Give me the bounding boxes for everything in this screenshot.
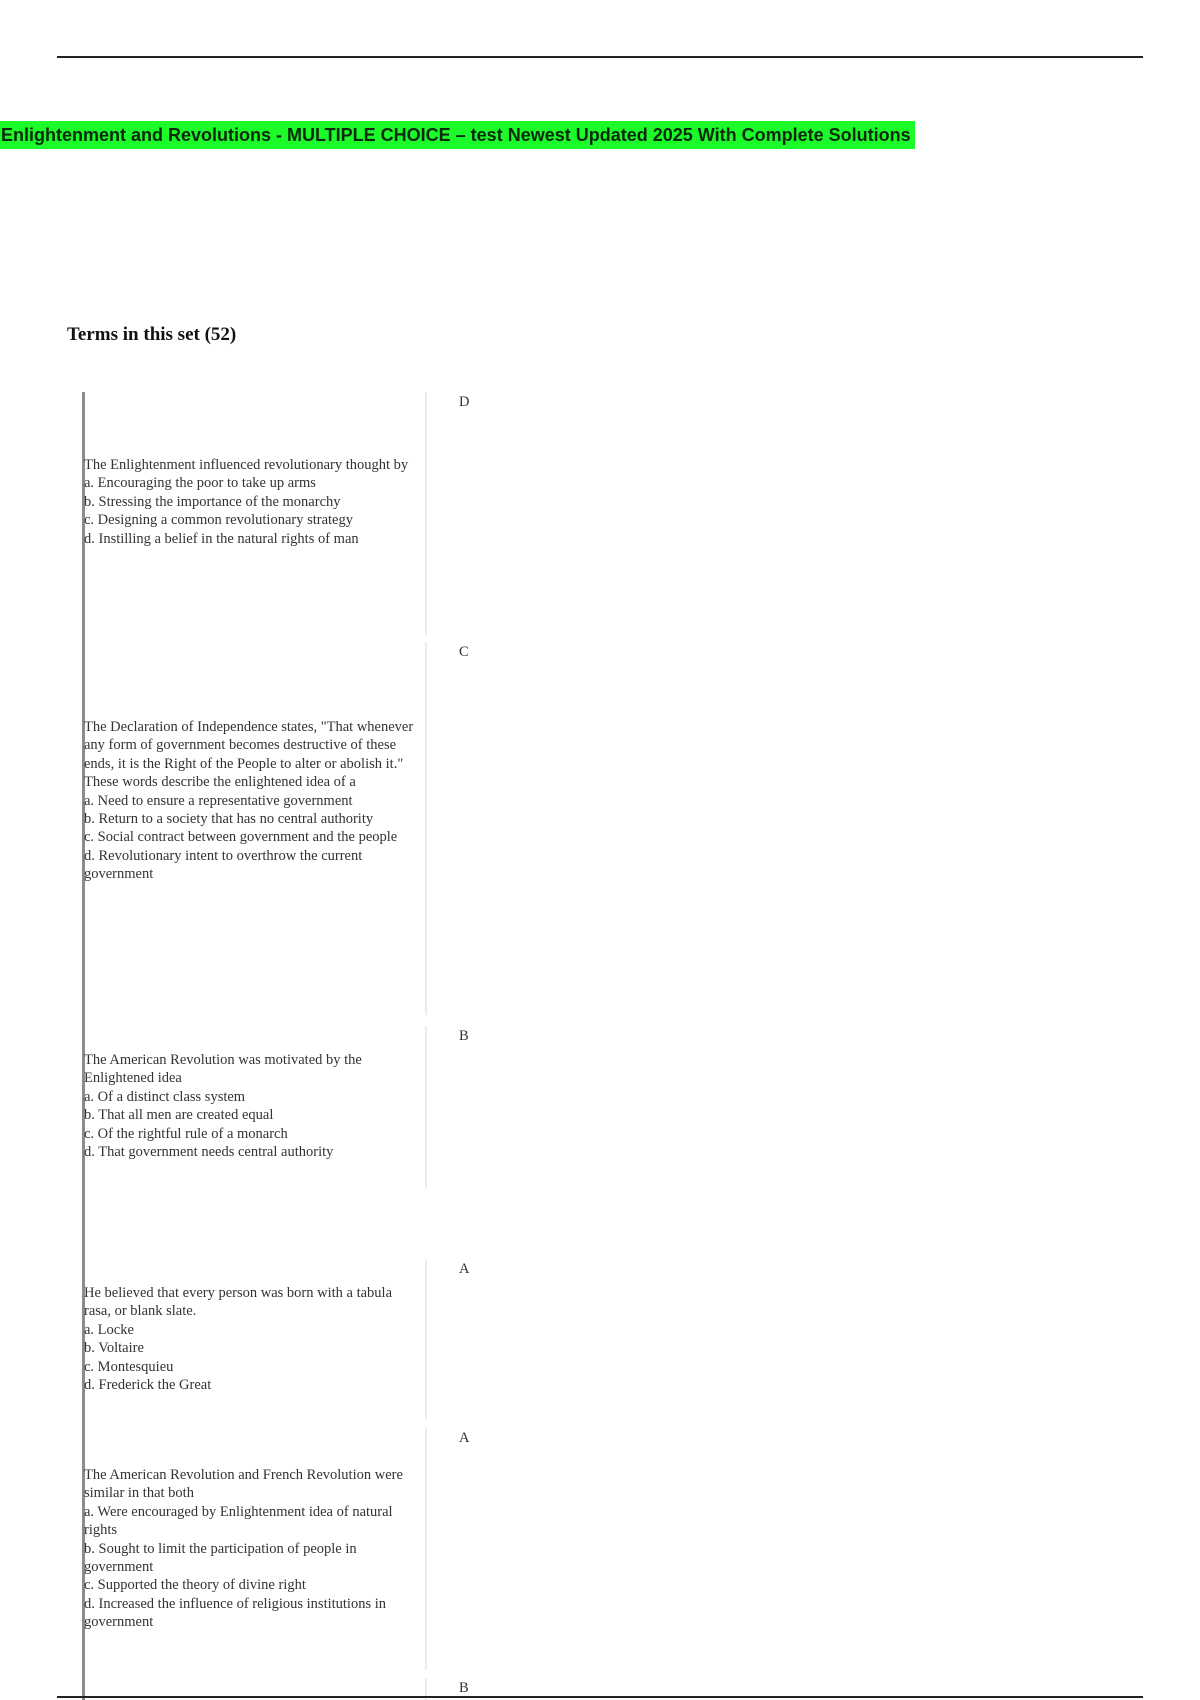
term-question: The Enlightenment influenced revolutionary thought by a. Encouraging the poor to take up arms b. Stressing the importance of the monarchy c. Designing a common revolutionary strategy d. Instilling a belief in the natural rights of man <box>84 457 409 547</box>
term-answer: C <box>459 644 469 660</box>
card-divider <box>425 392 427 635</box>
term-answer: A <box>459 1430 470 1446</box>
card-divider <box>425 1428 427 1670</box>
term-answer: D <box>459 394 470 410</box>
term-card-5 <box>84 1428 428 1670</box>
term-card-4 <box>84 1259 428 1419</box>
term-question: The American Revolution and French Revolution were similar in that both a. Were encouraged by Enlightenment idea of natural rights b. Sought to limit the participation of people in government c. Supported the theory of divine right d. Increased the influence of religious institutions in government <box>84 1467 403 1631</box>
footer-rule <box>57 1696 1143 1698</box>
term-question: The Declaration of Independence states, "That whenever any form of government becomes destructive of these ends, it is the Right of the People to alter or abolish it." These words describe the enlightened idea of a a. Need to ensure a representative government b. Return to a society that has no central authority c. Social contract between government and the people d. Revolutionary intent to overthrow the current government <box>84 719 414 883</box>
term-card-1 <box>84 392 428 635</box>
term-answer: B <box>459 1028 469 1044</box>
term-card-2 <box>84 642 428 1015</box>
card-divider <box>425 1259 427 1419</box>
term-answer: A <box>459 1261 470 1277</box>
header-rule <box>57 56 1143 58</box>
card-divider <box>425 1026 427 1188</box>
term-question: He believed that every person was born with a tabula rasa, or blank slate. a. Locke b. Voltaire c. Montesquieu d. Frederick the Great <box>84 1285 393 1394</box>
term-question: The American Revolution was motivated by the Enlightened idea a. Of a distinct class system b. That all men are created equal c. Of the rightful rule of a monarch d. That government needs central authority <box>84 1052 362 1161</box>
term-answer: B <box>459 1680 469 1696</box>
card-divider <box>425 642 427 1015</box>
document-title: Enlightenment and Revolutions - MULTIPLE CHOICE – test Newest Updated 2025 With Complete Solutions <box>0 121 915 149</box>
terms-heading: Terms in this set (52) <box>67 324 237 345</box>
term-card-3 <box>84 1026 428 1188</box>
